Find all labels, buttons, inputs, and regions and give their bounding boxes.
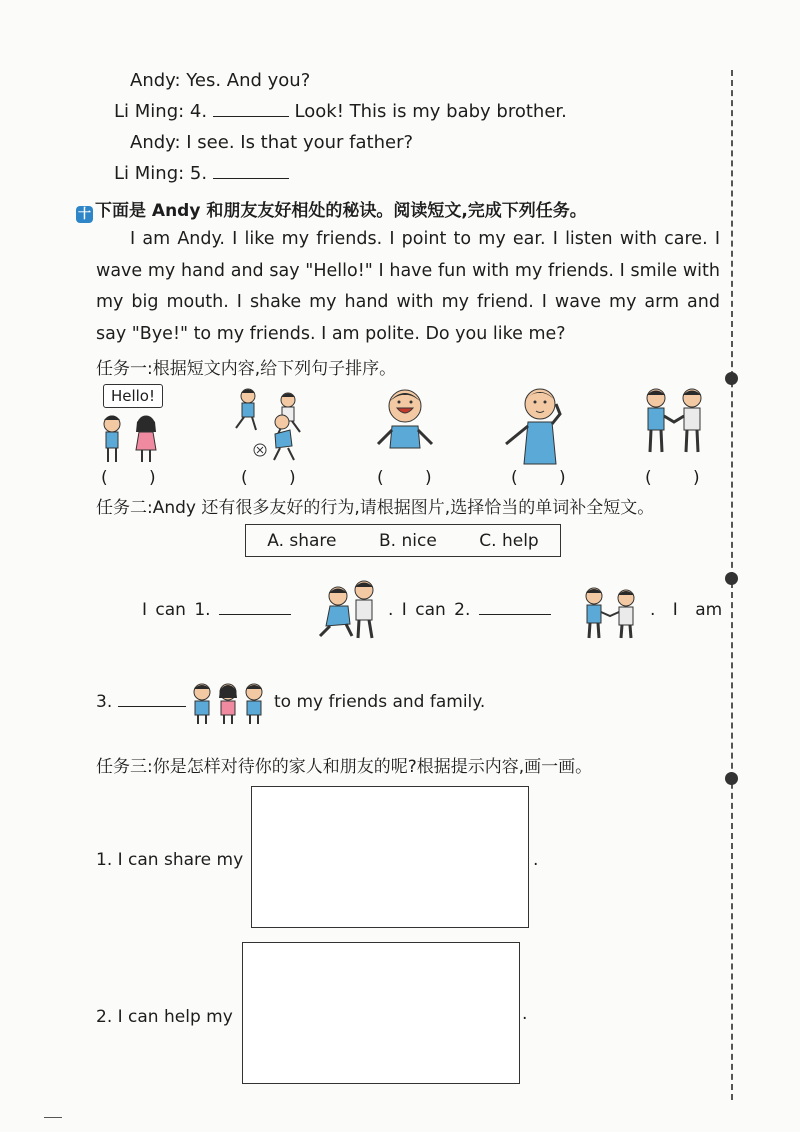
dialogue-line-4: Li Ming: 5. [114, 163, 289, 184]
task-3-title: 任务三:你是怎样对待你的家人和朋友的呢?根据提示内容,画一画。 [96, 757, 593, 777]
section-10-heading: 十 下面是 Andy 和朋友友好相处的秘诀。阅读短文,完成下列任务。 [77, 201, 587, 222]
order-paren-4[interactable]: ( ) [511, 468, 584, 488]
binder-hole-icon [725, 572, 738, 585]
answer-blank-5[interactable] [213, 164, 289, 179]
boy-smiling-illustration [372, 386, 438, 456]
answer-blank-4[interactable] [213, 102, 289, 117]
order-paren-3[interactable]: ( ) [377, 468, 450, 488]
word-bank [245, 524, 561, 557]
task3-item-1: 1. I can share my [96, 850, 244, 870]
task2-sentence-3: . I am [650, 600, 723, 620]
kids-playing-football-illustration [230, 384, 310, 464]
kids-sharing-illustration [316, 580, 382, 640]
friends-group-illustration [190, 682, 270, 724]
dialogue-line-3: Andy: I see. Is that your father? [130, 132, 414, 153]
option-b: B. nice [379, 530, 437, 551]
binding-dashed-line [731, 70, 733, 1100]
speech-bubble: Hello! [103, 384, 163, 408]
dialogue-line-1: Andy: Yes. And you? [130, 70, 311, 91]
reading-passage: I am Andy. I like my friends. I point to my ear. I listen with care. I wave my hand and say "Hello!" I have fun with my friends. I smile with my big mouth. I shake my hand with my friend. I wave my arm and say "Bye!" to my friends. I am polite. Do you like me? [96, 229, 720, 344]
order-paren-2[interactable]: ( ) [241, 468, 314, 488]
option-c: C. help [479, 530, 539, 551]
task2-blank-1[interactable] [219, 600, 291, 615]
dialogue-line-2: Li Ming: 4. Look! This is my baby brother. [114, 101, 567, 122]
kids-helping-illustration [580, 584, 642, 640]
drawing-box-1[interactable] [251, 786, 529, 928]
kids-saying-hello-illustration [96, 410, 168, 466]
task2-blank-3[interactable] [118, 692, 186, 707]
binder-hole-icon [725, 372, 738, 385]
task-2-title: 任务二:Andy 还有很多友好的行为,请根据图片,选择恰当的单词补全短文。 [96, 498, 655, 518]
task2-sentence-1: I can 1. [142, 600, 291, 620]
order-paren-1[interactable]: ( ) [101, 468, 174, 488]
binder-hole-icon [725, 772, 738, 785]
task-1-title: 任务一:根据短文内容,给下列句子排序。 [96, 359, 397, 379]
order-paren-5[interactable]: ( ) [645, 468, 718, 488]
task2-sentence-4: 3. [96, 692, 186, 712]
task2-blank-2[interactable] [479, 600, 551, 615]
task3-period-1: . [533, 850, 539, 870]
task2-sentence-4-end: to my friends and family. [274, 692, 486, 712]
boy-pointing-to-ear-illustration [500, 384, 570, 466]
task3-period-2: . [522, 1004, 528, 1024]
task3-item-2: 2. I can help my [96, 1007, 233, 1027]
task2-sentence-2: . I can 2. [388, 600, 551, 620]
option-a: A. share [267, 530, 337, 551]
section-ten-badge-icon: 十 [77, 207, 91, 222]
drawing-box-2[interactable] [242, 942, 520, 1084]
page-corner-mark [44, 1117, 62, 1118]
boys-shaking-hands-illustration [638, 386, 712, 462]
